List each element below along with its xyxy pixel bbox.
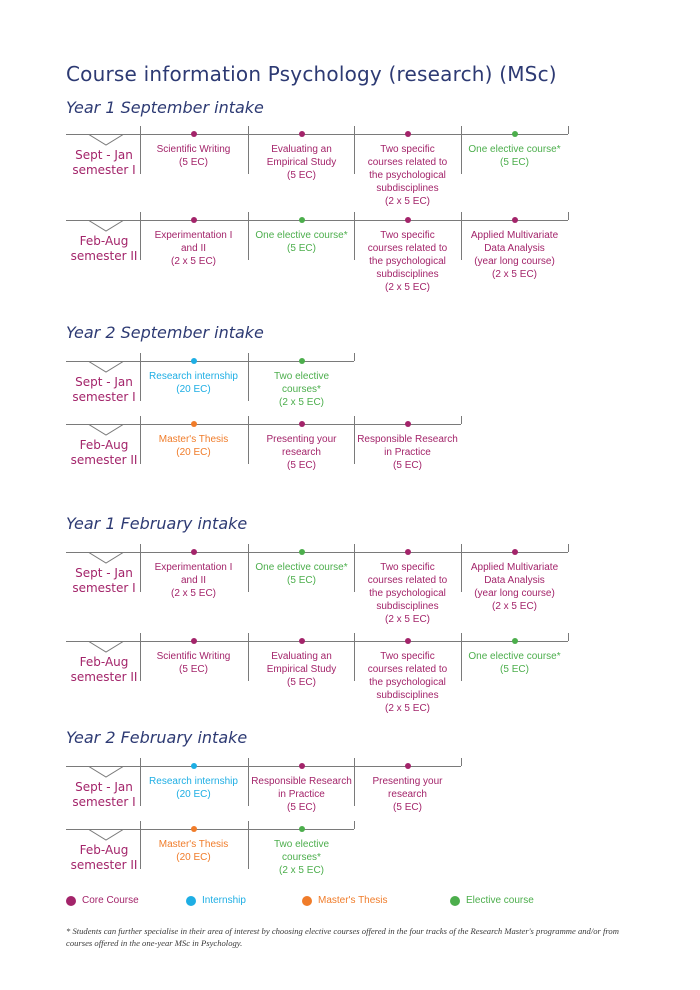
timeline-chevron [86, 766, 126, 780]
course-text-line: (5 EC) [287, 243, 316, 254]
core-dot [299, 421, 305, 427]
course-text-line: Applied Multivariate [470, 230, 559, 241]
semester-label-line: semester II [70, 670, 138, 684]
internship-legend-dot [186, 896, 196, 906]
semester-label-line: Feb-Aug [79, 843, 129, 857]
course-text-line: Evaluating an [271, 144, 332, 155]
course-text-line: courses* [282, 384, 321, 395]
course-text-line: courses related to [367, 664, 448, 675]
course-text-line: (20 EC) [176, 384, 211, 395]
course-text-line: (5 EC) [287, 170, 316, 181]
course-text-line: the psychological [369, 588, 446, 599]
course-text-line: Responsible Research [357, 434, 458, 445]
course-text-line: in Practice [278, 789, 325, 800]
page-title: Course information Psychology (research) (MSc) [66, 62, 557, 86]
section-heading: Year 2 February intake [66, 728, 248, 747]
course-core [141, 229, 247, 268]
course-text-line: Two specific [380, 562, 435, 573]
column-divider [461, 758, 462, 766]
thesis-dot [191, 421, 197, 427]
semester-label [66, 438, 142, 468]
core-legend-dot [66, 896, 76, 906]
core-dot [299, 638, 305, 644]
course-text-line: Applied Multivariate [470, 562, 559, 573]
elective-dot [299, 358, 305, 364]
course-elective [249, 229, 355, 255]
course-text-line: Research internship [149, 776, 238, 787]
course-core [355, 775, 461, 814]
timeline-line [66, 641, 568, 642]
course-text-line: (2 x 5 EC) [170, 588, 216, 599]
course-text-line: (5 EC) [179, 157, 208, 168]
semester-label [66, 780, 142, 810]
course-text-line: courses related to [367, 157, 448, 168]
course-core [462, 229, 568, 281]
section-heading: Year 2 September intake [66, 323, 264, 342]
timeline-chevron [86, 424, 126, 438]
timeline-chevron [86, 220, 126, 234]
semester-label [66, 234, 142, 264]
course-text-line: subdisciplines [376, 690, 439, 701]
course-text-line: and II [180, 243, 207, 254]
column-divider [354, 821, 355, 829]
elective-dot [299, 217, 305, 223]
course-text-line: the psychological [369, 677, 446, 688]
course-text-line: (20 EC) [176, 852, 211, 863]
course-core [141, 143, 247, 169]
course-text-line: (year long course) [474, 588, 555, 599]
semester-label-line: semester I [72, 163, 136, 177]
elective-legend-dot [450, 896, 460, 906]
course-core [462, 561, 568, 613]
semester-label-line: semester II [70, 453, 138, 467]
course-core [141, 650, 247, 676]
course-text-line: Responsible Research [251, 776, 352, 787]
core-dot [405, 131, 411, 137]
course-text-line: (year long course) [474, 256, 555, 267]
core-dot [405, 549, 411, 555]
course-text-line: (2 x 5 EC) [170, 256, 216, 267]
core-dot [191, 217, 197, 223]
course-text-line: (2 x 5 EC) [384, 196, 430, 207]
course-text-line: (5 EC) [179, 664, 208, 675]
course-text-line: Data Analysis [484, 243, 545, 254]
course-text-line: (2 x 5 EC) [491, 601, 537, 612]
course-text-line: (2 x 5 EC) [384, 703, 430, 714]
course-text-line: Two elective [273, 839, 330, 850]
course-text-line: (2 x 5 EC) [278, 865, 324, 876]
course-text-line: the psychological [369, 170, 446, 181]
core-dot [405, 217, 411, 223]
course-text-line: One elective course* [255, 230, 348, 241]
course-text-line: Experimentation I [154, 562, 233, 573]
semester-label [66, 375, 142, 405]
timeline-chevron [86, 552, 126, 566]
course-elective [249, 561, 355, 587]
semester-label-line: Sept - Jan [75, 566, 133, 580]
course-text-line: (2 x 5 EC) [384, 614, 430, 625]
semester-label-line: semester II [70, 858, 138, 872]
course-core [141, 561, 247, 600]
internship-dot [191, 763, 197, 769]
course-core [249, 433, 355, 472]
timeline-line [66, 552, 568, 553]
course-thesis [141, 433, 247, 459]
course-text-line: (5 EC) [393, 802, 422, 813]
course-thesis [141, 838, 247, 864]
section-heading: Year 1 February intake [66, 514, 248, 533]
course-text-line: research [388, 789, 427, 800]
course-text-line: Master's Thesis [158, 839, 229, 850]
course-text-line: Empirical Study [266, 664, 337, 675]
course-text-line: (2 x 5 EC) [278, 397, 324, 408]
column-divider [568, 544, 569, 552]
course-text-line: (5 EC) [287, 677, 316, 688]
course-text-line: Two specific [380, 144, 435, 155]
course-text-line: Presenting your [266, 434, 337, 445]
course-text-line: (5 EC) [287, 575, 316, 586]
course-text-line: (5 EC) [500, 157, 529, 168]
course-text-line: (2 x 5 EC) [491, 269, 537, 280]
column-divider [461, 416, 462, 424]
core-dot [191, 549, 197, 555]
course-text-line: Scientific Writing [156, 144, 231, 155]
course-text-line: courses* [282, 852, 321, 863]
course-internship [141, 775, 247, 801]
legend-label: Master's Thesis [318, 895, 388, 906]
core-dot [512, 217, 518, 223]
semester-label-line: Sept - Jan [75, 375, 133, 389]
core-dot [191, 638, 197, 644]
elective-dot [299, 826, 305, 832]
course-text-line: One elective course* [468, 144, 561, 155]
course-text-line: research [282, 447, 321, 458]
course-text-line: Experimentation I [154, 230, 233, 241]
semester-label-line: semester I [72, 581, 136, 595]
semester-label-line: Feb-Aug [79, 234, 129, 248]
course-core [355, 143, 461, 208]
course-text-line: Two specific [380, 230, 435, 241]
column-divider [568, 633, 569, 641]
course-text-line: subdisciplines [376, 601, 439, 612]
course-text-line: (5 EC) [500, 664, 529, 675]
course-text-line: (20 EC) [176, 447, 211, 458]
course-core [249, 650, 355, 689]
course-text-line: the psychological [369, 256, 446, 267]
timeline-chevron [86, 134, 126, 148]
internship-dot [191, 358, 197, 364]
course-core [355, 433, 461, 472]
footnote: * Students can further specialise in their area of interest by choosing elective courses offered in the four tracks of the Research Master's programme and/or from courses offered in the one-year MSc in Psychology. [66, 926, 619, 948]
course-core [249, 143, 355, 182]
elective-dot [299, 549, 305, 555]
timeline-line [66, 220, 568, 221]
course-text-line: (5 EC) [287, 802, 316, 813]
core-dot [405, 421, 411, 427]
core-dot [191, 131, 197, 137]
legend-label: Internship [202, 895, 246, 906]
semester-label [66, 148, 142, 178]
course-elective [462, 650, 568, 676]
course-text-line: and II [180, 575, 207, 586]
course-text-line: Master's Thesis [158, 434, 229, 445]
course-core [355, 229, 461, 294]
course-text-line: courses related to [367, 575, 448, 586]
course-text-line: Two elective [273, 371, 330, 382]
semester-label [66, 566, 142, 596]
semester-label [66, 655, 142, 685]
section-heading: Year 1 September intake [66, 98, 264, 117]
legend-label: Elective course [466, 895, 534, 906]
semester-label-line: semester I [72, 795, 136, 809]
course-elective [249, 838, 355, 877]
course-internship [141, 370, 247, 396]
course-text-line: Data Analysis [484, 575, 545, 586]
course-text-line: (5 EC) [393, 460, 422, 471]
course-text-line: (2 x 5 EC) [384, 282, 430, 293]
semester-label-line: Feb-Aug [79, 655, 129, 669]
course-text-line: in Practice [384, 447, 431, 458]
elective-dot [512, 638, 518, 644]
semester-label [66, 843, 142, 873]
core-dot [299, 131, 305, 137]
timeline-chevron [86, 361, 126, 375]
timeline-line [66, 134, 568, 135]
course-text-line: (5 EC) [287, 460, 316, 471]
semester-label-line: Sept - Jan [75, 780, 133, 794]
course-core [355, 650, 461, 715]
course-elective [462, 143, 568, 169]
course-core [249, 775, 355, 814]
thesis-legend-dot [302, 896, 312, 906]
core-dot [299, 763, 305, 769]
core-dot [512, 549, 518, 555]
core-dot [405, 638, 411, 644]
course-text-line: courses related to [367, 243, 448, 254]
legend-label: Core Course [82, 895, 139, 906]
elective-dot [512, 131, 518, 137]
semester-label-line: Feb-Aug [79, 438, 129, 452]
course-text-line: subdisciplines [376, 183, 439, 194]
course-text-line: One elective course* [255, 562, 348, 573]
timeline-chevron [86, 829, 126, 843]
column-divider [568, 126, 569, 134]
column-divider [354, 353, 355, 361]
core-dot [405, 763, 411, 769]
course-text-line: Two specific [380, 651, 435, 662]
course-text-line: Empirical Study [266, 157, 337, 168]
course-text-line: Scientific Writing [156, 651, 231, 662]
course-text-line: Evaluating an [271, 651, 332, 662]
course-text-line: Presenting your [372, 776, 443, 787]
semester-label-line: semester I [72, 390, 136, 404]
course-text-line: subdisciplines [376, 269, 439, 280]
timeline-chevron [86, 641, 126, 655]
course-text-line: (20 EC) [176, 789, 211, 800]
column-divider [568, 212, 569, 220]
course-text-line: One elective course* [468, 651, 561, 662]
course-core [355, 561, 461, 626]
semester-label-line: Sept - Jan [75, 148, 133, 162]
course-text-line: Research internship [149, 371, 238, 382]
course-elective [249, 370, 355, 409]
semester-label-line: semester II [70, 249, 138, 263]
thesis-dot [191, 826, 197, 832]
